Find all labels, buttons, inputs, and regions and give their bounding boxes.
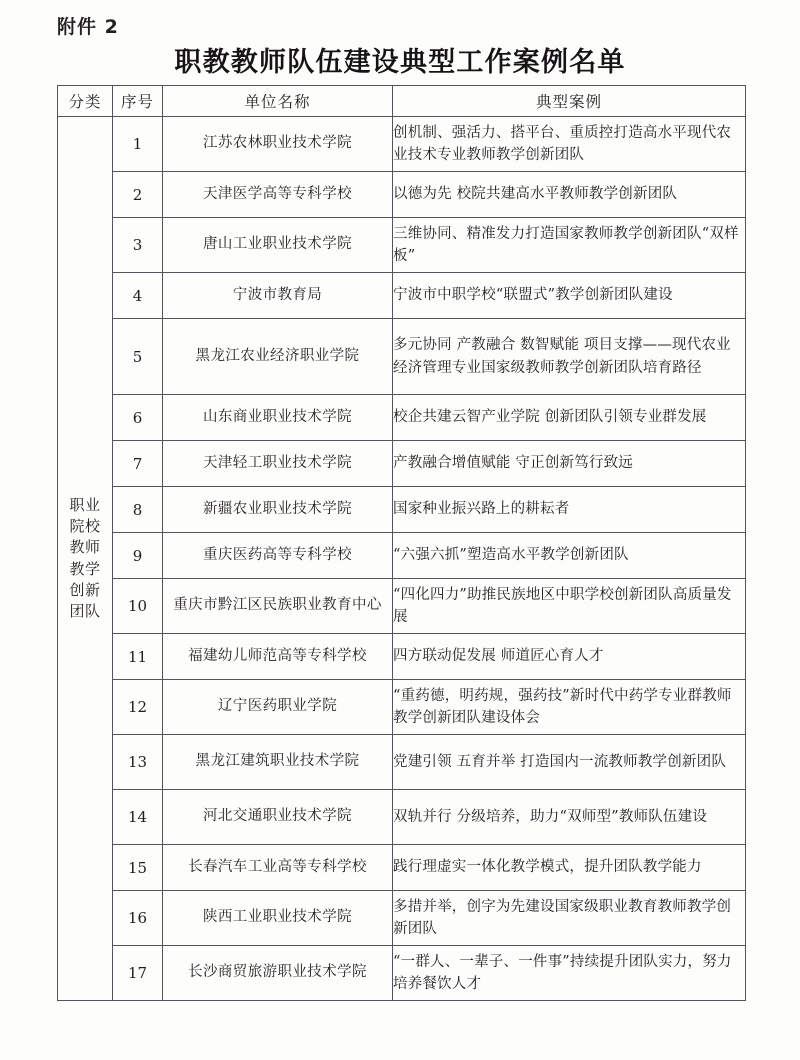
unit-name-cell: 黑龙江建筑职业技术学院 — [163, 735, 393, 790]
table-row — [58, 273, 746, 319]
unit-name-cell: 新疆农业职业技术学院 — [163, 487, 393, 533]
case-title-cell: 双轨并行 分级培养，助力“双师型”教师队伍建设 — [393, 790, 746, 845]
table-header-row — [58, 86, 746, 117]
case-title-cell: “重药德，明药规，强药技”新时代中药学专业群教师教学创新团队建设体会 — [393, 680, 746, 735]
unit-name-cell: 福建幼儿师范高等专科学校 — [163, 634, 393, 680]
unit-name-cell: 重庆医药高等专科学校 — [163, 533, 393, 579]
category-label-line: 创新 — [69, 580, 101, 599]
row-number-cell: 12 — [113, 680, 163, 735]
row-number-cell: 11 — [113, 634, 163, 680]
category-label-line: 教师 — [69, 538, 101, 557]
table-header — [58, 86, 746, 117]
table-row — [58, 891, 746, 946]
row-number-cell: 3 — [113, 218, 163, 273]
attachment-label: 附件 2 — [57, 16, 119, 38]
table-row — [58, 172, 746, 218]
table-row — [58, 790, 746, 845]
category-label-line: 职业 — [69, 495, 101, 514]
case-title-cell: 以德为先 校院共建高水平教师教学创新团队 — [393, 172, 746, 218]
row-number-cell: 14 — [113, 790, 163, 845]
unit-name-cell: 江苏农林职业技术学院 — [163, 117, 393, 172]
unit-name-cell: 长沙商贸旅游职业技术学院 — [163, 946, 393, 1001]
column-header-number: 序号 — [113, 86, 163, 117]
case-title-cell: 产教融合增值赋能 守正创新笃行致远 — [393, 441, 746, 487]
column-header-case: 典型案例 — [393, 86, 746, 117]
case-title-cell: “六强六抓”塑造高水平教学创新团队 — [393, 533, 746, 579]
table-row — [58, 395, 746, 441]
row-number-cell: 7 — [113, 441, 163, 487]
row-number-cell: 1 — [113, 117, 163, 172]
category-label-line: 团队 — [69, 602, 101, 621]
category-cell — [58, 117, 113, 1001]
row-number-cell: 17 — [113, 946, 163, 1001]
case-title-cell: 国家种业振兴路上的耕耘者 — [393, 487, 746, 533]
table-row — [58, 218, 746, 273]
table-row — [58, 680, 746, 735]
unit-name-cell: 天津医学高等专科学校 — [163, 172, 393, 218]
case-title-cell: “一群人、一辈子、一件事”持续提升团队实力，努力培养餐饮人才 — [393, 946, 746, 1001]
case-list-table-wrapper — [57, 85, 745, 1001]
row-number-cell: 5 — [113, 319, 163, 395]
case-list-table — [57, 85, 746, 1001]
row-number-cell: 6 — [113, 395, 163, 441]
unit-name-cell: 唐山工业职业技术学院 — [163, 218, 393, 273]
table-row — [58, 735, 746, 790]
row-number-cell: 4 — [113, 273, 163, 319]
row-number-cell: 2 — [113, 172, 163, 218]
table-row — [58, 487, 746, 533]
unit-name-cell: 宁波市教育局 — [163, 273, 393, 319]
table-row — [58, 579, 746, 634]
unit-name-cell: 河北交通职业技术学院 — [163, 790, 393, 845]
row-number-cell: 13 — [113, 735, 163, 790]
table-row — [58, 117, 746, 172]
category-label — [58, 495, 112, 623]
row-number-cell: 9 — [113, 533, 163, 579]
case-title-cell: 多措并举，创字为先建设国家级职业教育教师教学创新团队 — [393, 891, 746, 946]
row-number-cell: 8 — [113, 487, 163, 533]
unit-name-cell: 长春汽车工业高等专科学校 — [163, 845, 393, 891]
case-title-cell: 践行理虚实一体化教学模式，提升团队教学能力 — [393, 845, 746, 891]
unit-name-cell: 黑龙江农业经济职业学院 — [163, 319, 393, 395]
column-header-category: 分类 — [58, 86, 113, 117]
unit-name-cell: 山东商业职业技术学院 — [163, 395, 393, 441]
case-title-cell: 宁波市中职学校“联盟式”教学创新团队建设 — [393, 273, 746, 319]
unit-name-cell: 辽宁医药职业学院 — [163, 680, 393, 735]
category-label-line: 院校 — [69, 516, 101, 535]
unit-name-cell: 天津轻工职业技术学院 — [163, 441, 393, 487]
table-row — [58, 533, 746, 579]
table-row — [58, 634, 746, 680]
table-row — [58, 319, 746, 395]
case-title-cell: 创机制、强活力、搭平台、重质控打造高水平现代农业技术专业教师教学创新团队 — [393, 117, 746, 172]
column-header-unit: 单位名称 — [163, 86, 393, 117]
table-row — [58, 946, 746, 1001]
table-row — [58, 845, 746, 891]
unit-name-cell: 重庆市黔江区民族职业教育中心 — [163, 579, 393, 634]
row-number-cell: 16 — [113, 891, 163, 946]
row-number-cell: 15 — [113, 845, 163, 891]
case-title-cell: 多元协同 产教融合 数智赋能 项目支撑——现代农业经济管理专业国家级教师教学创新团队培育路径 — [393, 319, 746, 395]
case-title-cell: 四方联动促发展 师道匠心育人才 — [393, 634, 746, 680]
case-title-cell: 三维协同、精准发力打造国家教师教学创新团队“双样板” — [393, 218, 746, 273]
case-title-cell: “四化四力”助推民族地区中职学校创新团队高质量发展 — [393, 579, 746, 634]
page-title: 职教教师队伍建设典型工作案例名单 — [174, 47, 626, 78]
category-label-line: 教学 — [69, 559, 101, 578]
table-row — [58, 441, 746, 487]
table-body — [58, 117, 746, 1001]
row-number-cell: 10 — [113, 579, 163, 634]
unit-name-cell: 陕西工业职业技术学院 — [163, 891, 393, 946]
case-title-cell: 校企共建云智产业学院 创新团队引领专业群发展 — [393, 395, 746, 441]
case-title-cell: 党建引领 五育并举 打造国内一流教师教学创新团队 — [393, 735, 746, 790]
